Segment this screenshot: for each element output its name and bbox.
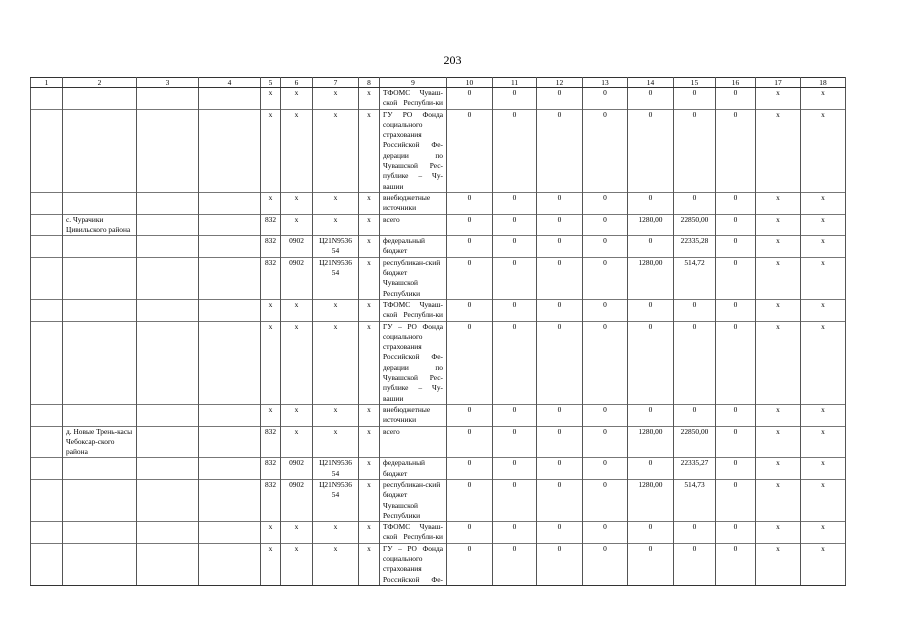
cell-col4 — [199, 426, 261, 458]
value-cell-col15: 0 — [674, 109, 716, 192]
value-cell-col10: 0 — [447, 236, 493, 258]
value-cell-col14: 0 — [628, 109, 674, 192]
value-cell-col12: 0 — [537, 426, 583, 458]
settlement-cell — [63, 257, 137, 299]
value-cell-col17: х — [756, 404, 801, 426]
grbs-code-cell: х — [261, 192, 281, 214]
cell-col3 — [137, 543, 199, 585]
value-cell-col11: 0 — [493, 522, 537, 544]
target-code-cell: х — [313, 321, 359, 404]
value-cell-col15: 514,72 — [674, 257, 716, 299]
column-header-4: 4 — [199, 78, 261, 88]
cell-col1 — [31, 321, 63, 404]
target-code-cell: Ц21N9536 54 — [313, 236, 359, 258]
value-cell-col17: х — [756, 109, 801, 192]
column-header-1: 1 — [31, 78, 63, 88]
value-cell-col17: х — [756, 543, 801, 585]
value-cell-col11: 0 — [493, 109, 537, 192]
value-cell-col11: 0 — [493, 458, 537, 480]
value-cell-col15: 0 — [674, 299, 716, 321]
value-cell-col17: х — [756, 88, 801, 110]
cell-col1 — [31, 458, 63, 480]
value-cell-col15: 0 — [674, 88, 716, 110]
value-cell-col16: 0 — [716, 299, 756, 321]
cell-col3 — [137, 192, 199, 214]
column-number-row — [31, 78, 846, 88]
cell-col1 — [31, 109, 63, 192]
section-code-cell: х — [281, 192, 313, 214]
section-code-cell: 0902 — [281, 479, 313, 521]
grbs-code-cell: 832 — [261, 479, 281, 521]
funding-source-cell: ГУ РО Фонда социального страхования Российской Фе-дерации по Чувашской Рес-публике – Чу-вашии — [380, 109, 447, 192]
value-cell-col12: 0 — [537, 321, 583, 404]
settlement-cell — [63, 479, 137, 521]
cell-col3 — [137, 109, 199, 192]
table-row — [31, 543, 846, 585]
value-cell-col17: х — [756, 192, 801, 214]
expense-type-cell: х — [359, 109, 380, 192]
cell-col3 — [137, 479, 199, 521]
grbs-code-cell: 832 — [261, 257, 281, 299]
section-code-cell: х — [281, 426, 313, 458]
value-cell-col15: 0 — [674, 192, 716, 214]
value-cell-col12: 0 — [537, 479, 583, 521]
expense-type-cell: х — [359, 236, 380, 258]
value-cell-col15: 22850,00 — [674, 214, 716, 236]
cell-col4 — [199, 214, 261, 236]
cell-col4 — [199, 109, 261, 192]
settlement-cell: д. Новые Трень-касы Чебоксар-ского района — [63, 426, 137, 458]
table-row — [31, 214, 846, 236]
cell-col3 — [137, 458, 199, 480]
column-header-16: 16 — [716, 78, 756, 88]
section-code-cell: х — [281, 522, 313, 544]
expense-type-cell: х — [359, 426, 380, 458]
cell-col4 — [199, 299, 261, 321]
funding-source-cell: ТФОМС Чуваш-ской Республи-ки — [380, 522, 447, 544]
value-cell-col10: 0 — [447, 426, 493, 458]
value-cell-col10: 0 — [447, 321, 493, 404]
value-cell-col15: 22850,00 — [674, 426, 716, 458]
value-cell-col10: 0 — [447, 109, 493, 192]
funding-source-cell: внебюджетные источники — [380, 404, 447, 426]
value-cell-col14: 0 — [628, 522, 674, 544]
expense-type-cell: х — [359, 522, 380, 544]
value-cell-col17: х — [756, 236, 801, 258]
value-cell-col11: 0 — [493, 299, 537, 321]
funding-source-cell: ГУ – РО Фонда социального страхования Российской Фе-дерации по Чувашской Рес-публике – Чу-вашии — [380, 321, 447, 404]
value-cell-col10: 0 — [447, 214, 493, 236]
value-cell-col13: 0 — [583, 543, 628, 585]
value-cell-col18: х — [801, 192, 846, 214]
value-cell-col14: 1280,00 — [628, 426, 674, 458]
cell-col1 — [31, 543, 63, 585]
funding-source-cell: ТФОМС Чуваш-ской Республи-ки — [380, 88, 447, 110]
funding-source-cell: федеральный бюджет — [380, 458, 447, 480]
value-cell-col16: 0 — [716, 522, 756, 544]
value-cell-col13: 0 — [583, 458, 628, 480]
value-cell-col16: 0 — [716, 321, 756, 404]
value-cell-col14: 0 — [628, 404, 674, 426]
cell-col3 — [137, 522, 199, 544]
settlement-cell — [63, 321, 137, 404]
target-code-cell: х — [313, 543, 359, 585]
settlement-cell: с. Чурачики Цивильского района — [63, 214, 137, 236]
value-cell-col16: 0 — [716, 458, 756, 480]
grbs-code-cell: х — [261, 543, 281, 585]
value-cell-col11: 0 — [493, 88, 537, 110]
settlement-cell — [63, 543, 137, 585]
expense-type-cell: х — [359, 404, 380, 426]
expense-type-cell: х — [359, 214, 380, 236]
target-code-cell: х — [313, 426, 359, 458]
cell-col1 — [31, 426, 63, 458]
cell-col3 — [137, 404, 199, 426]
value-cell-col14: 0 — [628, 543, 674, 585]
cell-col3 — [137, 321, 199, 404]
column-header-2: 2 — [63, 78, 137, 88]
value-cell-col13: 0 — [583, 214, 628, 236]
table-row — [31, 522, 846, 544]
cell-col4 — [199, 236, 261, 258]
value-cell-col16: 0 — [716, 236, 756, 258]
target-code-cell: х — [313, 109, 359, 192]
column-header-7: 7 — [313, 78, 359, 88]
value-cell-col11: 0 — [493, 214, 537, 236]
value-cell-col17: х — [756, 257, 801, 299]
value-cell-col18: х — [801, 214, 846, 236]
settlement-cell — [63, 88, 137, 110]
target-code-cell: Ц21N9536 54 — [313, 257, 359, 299]
settlement-cell — [63, 522, 137, 544]
value-cell-col13: 0 — [583, 192, 628, 214]
target-code-cell: х — [313, 192, 359, 214]
value-cell-col17: х — [756, 426, 801, 458]
grbs-code-cell: 832 — [261, 214, 281, 236]
grbs-code-cell: х — [261, 404, 281, 426]
target-code-cell: х — [313, 214, 359, 236]
value-cell-col12: 0 — [537, 458, 583, 480]
funding-source-cell: ГУ – РО Фонда социального страхования Российской Фе- — [380, 543, 447, 585]
value-cell-col12: 0 — [537, 299, 583, 321]
target-code-cell: Ц21N9536 54 — [313, 479, 359, 521]
value-cell-col16: 0 — [716, 109, 756, 192]
cell-col1 — [31, 192, 63, 214]
table-row — [31, 192, 846, 214]
value-cell-col10: 0 — [447, 299, 493, 321]
value-cell-col14: 0 — [628, 88, 674, 110]
value-cell-col16: 0 — [716, 214, 756, 236]
funding-source-cell: республикан-ский бюджет Чувашской Республики — [380, 479, 447, 521]
value-cell-col16: 0 — [716, 479, 756, 521]
value-cell-col13: 0 — [583, 426, 628, 458]
value-cell-col17: х — [756, 299, 801, 321]
value-cell-col11: 0 — [493, 479, 537, 521]
table-row — [31, 88, 846, 110]
value-cell-col13: 0 — [583, 88, 628, 110]
settlement-cell — [63, 299, 137, 321]
section-code-cell: х — [281, 543, 313, 585]
cell-col3 — [137, 257, 199, 299]
value-cell-col13: 0 — [583, 299, 628, 321]
value-cell-col17: х — [756, 479, 801, 521]
value-cell-col18: х — [801, 479, 846, 521]
value-cell-col12: 0 — [537, 109, 583, 192]
cell-col4 — [199, 257, 261, 299]
expense-type-cell: х — [359, 257, 380, 299]
target-code-cell: Ц21N9536 54 — [313, 458, 359, 480]
value-cell-col18: х — [801, 522, 846, 544]
cell-col1 — [31, 404, 63, 426]
expense-type-cell: х — [359, 192, 380, 214]
grbs-code-cell: х — [261, 522, 281, 544]
section-code-cell: 0902 — [281, 458, 313, 480]
value-cell-col18: х — [801, 404, 846, 426]
value-cell-col18: х — [801, 257, 846, 299]
target-code-cell: х — [313, 299, 359, 321]
value-cell-col16: 0 — [716, 192, 756, 214]
cell-col4 — [199, 543, 261, 585]
value-cell-col18: х — [801, 458, 846, 480]
table-row — [31, 479, 846, 521]
column-header-15: 15 — [674, 78, 716, 88]
value-cell-col13: 0 — [583, 109, 628, 192]
value-cell-col12: 0 — [537, 214, 583, 236]
funding-source-cell: федеральный бюджет — [380, 236, 447, 258]
value-cell-col10: 0 — [447, 458, 493, 480]
column-header-8: 8 — [359, 78, 380, 88]
funding-source-cell: республикан-ский бюджет Чувашской Республики — [380, 257, 447, 299]
value-cell-col15: 0 — [674, 321, 716, 404]
value-cell-col17: х — [756, 458, 801, 480]
cell-col1 — [31, 88, 63, 110]
value-cell-col14: 0 — [628, 321, 674, 404]
section-code-cell: х — [281, 109, 313, 192]
settlement-cell — [63, 236, 137, 258]
table-row — [31, 109, 846, 192]
value-cell-col17: х — [756, 214, 801, 236]
column-header-6: 6 — [281, 78, 313, 88]
value-cell-col14: 0 — [628, 236, 674, 258]
value-cell-col13: 0 — [583, 479, 628, 521]
value-cell-col16: 0 — [716, 404, 756, 426]
expense-type-cell: х — [359, 458, 380, 480]
value-cell-col12: 0 — [537, 257, 583, 299]
funding-source-cell: ТФОМС Чуваш-ской Республи-ки — [380, 299, 447, 321]
value-cell-col11: 0 — [493, 404, 537, 426]
value-cell-col18: х — [801, 236, 846, 258]
column-header-10: 10 — [447, 78, 493, 88]
value-cell-col12: 0 — [537, 543, 583, 585]
table-row — [31, 458, 846, 480]
value-cell-col10: 0 — [447, 88, 493, 110]
column-header-5: 5 — [261, 78, 281, 88]
grbs-code-cell: 832 — [261, 458, 281, 480]
value-cell-col13: 0 — [583, 257, 628, 299]
funding-source-cell: всего — [380, 426, 447, 458]
target-code-cell: х — [313, 522, 359, 544]
value-cell-col16: 0 — [716, 88, 756, 110]
value-cell-col12: 0 — [537, 522, 583, 544]
cell-col1 — [31, 257, 63, 299]
value-cell-col14: 0 — [628, 458, 674, 480]
value-cell-col11: 0 — [493, 543, 537, 585]
value-cell-col15: 0 — [674, 543, 716, 585]
cell-col1 — [31, 522, 63, 544]
settlement-cell — [63, 458, 137, 480]
value-cell-col11: 0 — [493, 426, 537, 458]
value-cell-col13: 0 — [583, 236, 628, 258]
cell-col4 — [199, 522, 261, 544]
column-header-18: 18 — [801, 78, 846, 88]
column-header-12: 12 — [537, 78, 583, 88]
value-cell-col14: 0 — [628, 299, 674, 321]
expense-type-cell: х — [359, 479, 380, 521]
target-code-cell: х — [313, 88, 359, 110]
table-row — [31, 404, 846, 426]
cell-col1 — [31, 479, 63, 521]
section-code-cell: х — [281, 321, 313, 404]
value-cell-col16: 0 — [716, 257, 756, 299]
cell-col1 — [31, 214, 63, 236]
value-cell-col14: 1280,00 — [628, 257, 674, 299]
expense-type-cell: х — [359, 543, 380, 585]
value-cell-col12: 0 — [537, 88, 583, 110]
cell-col4 — [199, 458, 261, 480]
section-code-cell: х — [281, 214, 313, 236]
value-cell-col10: 0 — [447, 192, 493, 214]
value-cell-col15: 22335,28 — [674, 236, 716, 258]
value-cell-col15: 0 — [674, 404, 716, 426]
value-cell-col10: 0 — [447, 522, 493, 544]
column-header-11: 11 — [493, 78, 537, 88]
table-row — [31, 321, 846, 404]
value-cell-col16: 0 — [716, 426, 756, 458]
value-cell-col16: 0 — [716, 543, 756, 585]
cell-col4 — [199, 192, 261, 214]
cell-col4 — [199, 88, 261, 110]
value-cell-col10: 0 — [447, 257, 493, 299]
value-cell-col10: 0 — [447, 479, 493, 521]
cell-col4 — [199, 404, 261, 426]
funding-source-cell: всего — [380, 214, 447, 236]
column-header-17: 17 — [756, 78, 801, 88]
value-cell-col15: 514,73 — [674, 479, 716, 521]
grbs-code-cell: х — [261, 321, 281, 404]
value-cell-col11: 0 — [493, 192, 537, 214]
value-cell-col15: 0 — [674, 522, 716, 544]
value-cell-col12: 0 — [537, 236, 583, 258]
settlement-cell — [63, 192, 137, 214]
column-header-14: 14 — [628, 78, 674, 88]
cell-col1 — [31, 299, 63, 321]
table-row — [31, 257, 846, 299]
value-cell-col13: 0 — [583, 522, 628, 544]
section-code-cell: х — [281, 88, 313, 110]
cell-col3 — [137, 88, 199, 110]
value-cell-col12: 0 — [537, 192, 583, 214]
table-row — [31, 236, 846, 258]
target-code-cell: х — [313, 404, 359, 426]
expense-type-cell: х — [359, 321, 380, 404]
value-cell-col14: 1280,00 — [628, 214, 674, 236]
value-cell-col13: 0 — [583, 321, 628, 404]
budget-table — [30, 77, 846, 586]
value-cell-col18: х — [801, 543, 846, 585]
value-cell-col14: 1280,00 — [628, 479, 674, 521]
value-cell-col17: х — [756, 522, 801, 544]
settlement-cell — [63, 109, 137, 192]
cell-col1 — [31, 236, 63, 258]
settlement-cell — [63, 404, 137, 426]
value-cell-col18: х — [801, 88, 846, 110]
funding-source-cell: внебюджетные источники — [380, 192, 447, 214]
cell-col4 — [199, 479, 261, 521]
grbs-code-cell: х — [261, 109, 281, 192]
section-code-cell: х — [281, 299, 313, 321]
cell-col4 — [199, 321, 261, 404]
value-cell-col18: х — [801, 321, 846, 404]
column-header-9: 9 — [380, 78, 447, 88]
value-cell-col18: х — [801, 109, 846, 192]
section-code-cell: х — [281, 404, 313, 426]
value-cell-col13: 0 — [583, 404, 628, 426]
grbs-code-cell: 832 — [261, 426, 281, 458]
value-cell-col15: 22335,27 — [674, 458, 716, 480]
grbs-code-cell: 832 — [261, 236, 281, 258]
value-cell-col18: х — [801, 299, 846, 321]
value-cell-col12: 0 — [537, 404, 583, 426]
table-row — [31, 299, 846, 321]
page-number: 203 — [443, 53, 462, 67]
value-cell-col10: 0 — [447, 543, 493, 585]
section-code-cell: 0902 — [281, 236, 313, 258]
grbs-code-cell: х — [261, 299, 281, 321]
value-cell-col17: х — [756, 321, 801, 404]
value-cell-col11: 0 — [493, 257, 537, 299]
grbs-code-cell: х — [261, 88, 281, 110]
cell-col3 — [137, 236, 199, 258]
expense-type-cell: х — [359, 299, 380, 321]
cell-col3 — [137, 214, 199, 236]
column-header-3: 3 — [137, 78, 199, 88]
cell-col3 — [137, 299, 199, 321]
cell-col3 — [137, 426, 199, 458]
table-row — [31, 426, 846, 458]
value-cell-col11: 0 — [493, 321, 537, 404]
column-header-13: 13 — [583, 78, 628, 88]
value-cell-col10: 0 — [447, 404, 493, 426]
value-cell-col18: х — [801, 426, 846, 458]
section-code-cell: 0902 — [281, 257, 313, 299]
expense-type-cell: х — [359, 88, 380, 110]
value-cell-col11: 0 — [493, 236, 537, 258]
value-cell-col14: 0 — [628, 192, 674, 214]
